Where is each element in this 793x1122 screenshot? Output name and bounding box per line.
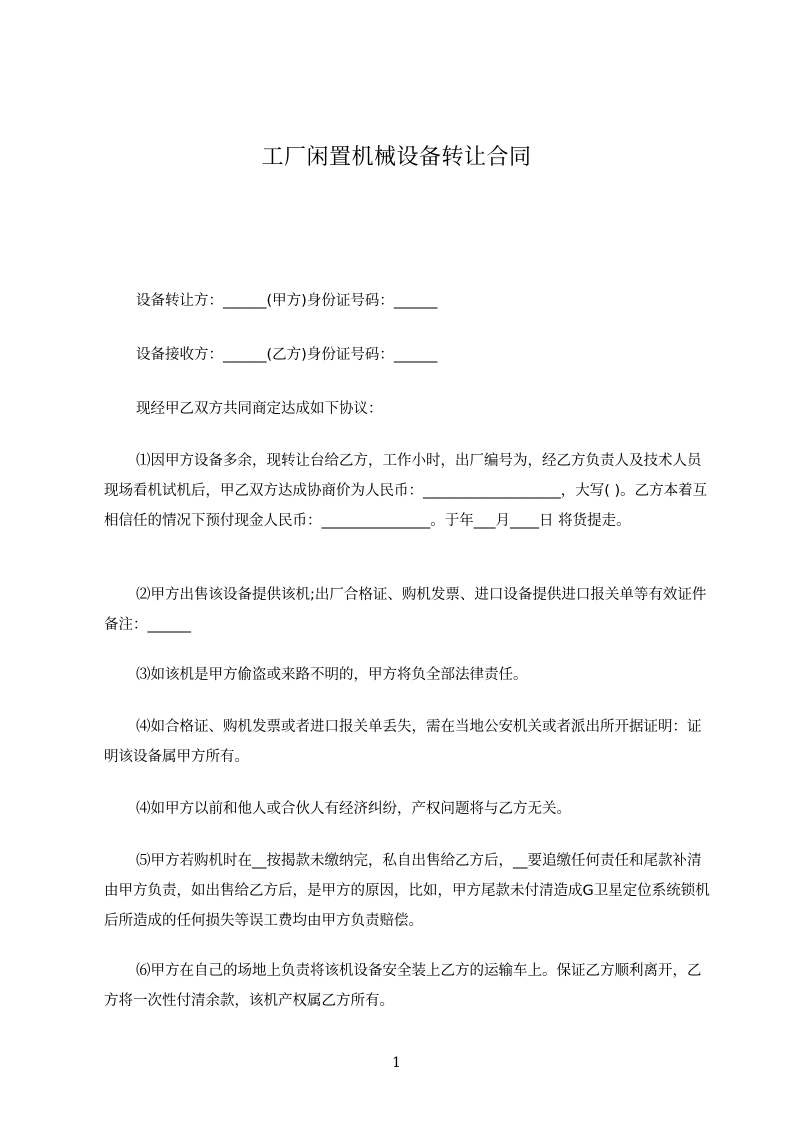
document-title: 工厂闲置机械设备转让合同: [261, 145, 532, 170]
clause-6: ⑹甲方在自己的场地上负责将该机设备安全装上乙方的运输车上。保证乙方顺利离开，乙方将一次性付清余款，该机产权属乙方所有。: [104, 963, 702, 1009]
paragraph-agreement-intro: 现经甲乙双方共同商定达成如下协议：: [136, 401, 383, 417]
page-number: 1: [392, 1055, 401, 1071]
clause-3: ⑶如该机是甲方偷盗或来路不明的，甲方将负全部法律责任。: [136, 667, 528, 683]
clause-4a: ⑷如合格证、购机发票或者进口报关单丢失，需在当地公安机关或者派出所开据证明：证明该设备属甲方所有。: [104, 719, 702, 765]
paragraph-receiver: 设备接收方：______(乙方)身份证号码：______: [136, 347, 438, 363]
paragraph-transferor: 设备转让方：______(甲方)身份证号码：______: [136, 293, 438, 309]
clause-4b: ⑷如甲方以前和他人或合伙人有经济纠纷，产权问题将与乙方无关。: [136, 801, 571, 817]
clause-5: ⑸甲方若购机时在__按揭款未缴纳完，私自出售给乙方后，__要追缴任何责任和尾款补清由甲方负责，如出售给乙方后，是甲方的原因，比如，甲方尾款未付清造成G卫星定位系统锁机后所造成的任何损失等误工费均由甲方负责赔偿。: [104, 853, 710, 929]
clause-2: ⑵甲方出售该设备提供该机;出厂合格证、购机发票、进口设备提供进口报关单等有效证件 备注：______: [104, 587, 707, 633]
clause-1: ⑴因甲方设备多余，现转让台给乙方，工作小时，出厂编号为，经乙方负责人及技术人员现场看机试机后，甲乙双方达成协商价为人民币：___________________，大写( )。乙方本着互相信任的情况下预付现金人民币：_______________。于年___月____日 将货提走。: [104, 453, 708, 529]
